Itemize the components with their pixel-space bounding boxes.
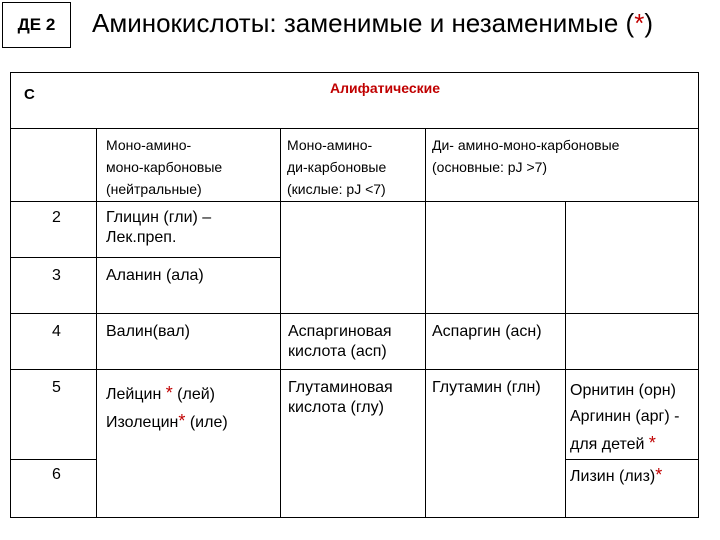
cell-basic-extra	[570, 378, 679, 458]
col-divider	[280, 128, 281, 518]
title-text: Аминокислоты: заменимые и незаменимые (	[92, 8, 635, 38]
row-number: 6	[52, 466, 61, 483]
col-header-line: ди-карбоновые	[287, 159, 387, 175]
col-header-line: Моно-амино-	[287, 137, 373, 153]
col-header-line: Моно-амино-	[106, 137, 192, 153]
amino-name: для детей	[570, 436, 649, 453]
title-star: *	[634, 8, 645, 38]
col-divider	[96, 128, 97, 518]
row-divider	[565, 459, 699, 460]
cell-acidic	[288, 378, 393, 418]
amino-abbr: (лей)	[172, 386, 216, 403]
row-divider	[10, 313, 699, 314]
cell-line: Аргинин (арг) -	[570, 408, 680, 425]
cell-neutral: Валин(вал)	[106, 323, 190, 340]
cell-neutral	[106, 208, 211, 248]
cell-basic-extra	[570, 465, 662, 487]
amino-name: Изолецин	[106, 414, 179, 431]
row-divider	[10, 369, 699, 370]
cell-basic: Глутамин (глн)	[432, 379, 541, 396]
col-header-line: (кислые: pJ <7)	[287, 181, 386, 197]
col-header-line: (нейтральные)	[106, 181, 202, 197]
section-badge: ДЕ 2	[2, 2, 71, 48]
cell-line: кислота (глу)	[288, 399, 384, 416]
row-divider	[10, 257, 280, 258]
cell-line: кислота (асп)	[288, 343, 387, 360]
cell-neutral: Аланин (ала)	[106, 267, 204, 284]
amino-name: Лейцин	[106, 386, 166, 403]
amino-name: Лизин (лиз)	[570, 468, 656, 485]
row-number: 3	[52, 267, 61, 284]
cell-line	[106, 380, 228, 408]
col-divider	[425, 128, 426, 518]
essential-star: *	[648, 433, 656, 453]
cell-line: Лек.преп.	[106, 229, 177, 246]
cell-basic: Аспаргин (асн)	[432, 323, 542, 340]
section-code: С	[24, 86, 35, 103]
row-divider	[10, 459, 96, 460]
row-number: 2	[52, 209, 61, 226]
col-header-basic	[432, 134, 619, 178]
essential-star: *	[178, 411, 186, 431]
row-divider	[10, 201, 699, 202]
col-header-line: Ди- амино-моно-карбоновые	[432, 137, 620, 153]
col-header-neutral	[106, 134, 222, 200]
cell-line	[570, 430, 679, 458]
col-header-acidic	[287, 134, 386, 200]
row-divider	[10, 128, 699, 129]
cell-line: Аспаргиновая	[288, 323, 392, 340]
essential-star: *	[165, 383, 173, 403]
col-header-line: моно-карбоновые	[106, 159, 223, 175]
amino-abbr: (иле)	[185, 414, 228, 431]
cell-neutral	[106, 380, 228, 436]
group-header: Алифатические	[330, 80, 441, 96]
cell-acidic	[288, 322, 392, 362]
col-header-line: (основные: pJ >7)	[432, 159, 548, 175]
page-title	[92, 8, 653, 39]
title-close: )	[644, 8, 653, 38]
row-number: 4	[52, 323, 61, 340]
row-number: 5	[52, 379, 61, 396]
essential-star: *	[655, 465, 663, 485]
cell-line: Глицин (гли) –	[106, 209, 212, 226]
col-divider	[565, 201, 566, 518]
cell-line	[106, 408, 228, 436]
cell-line: Орнитин (орн)	[570, 382, 676, 399]
cell-line: Глутаминовая	[288, 379, 393, 396]
